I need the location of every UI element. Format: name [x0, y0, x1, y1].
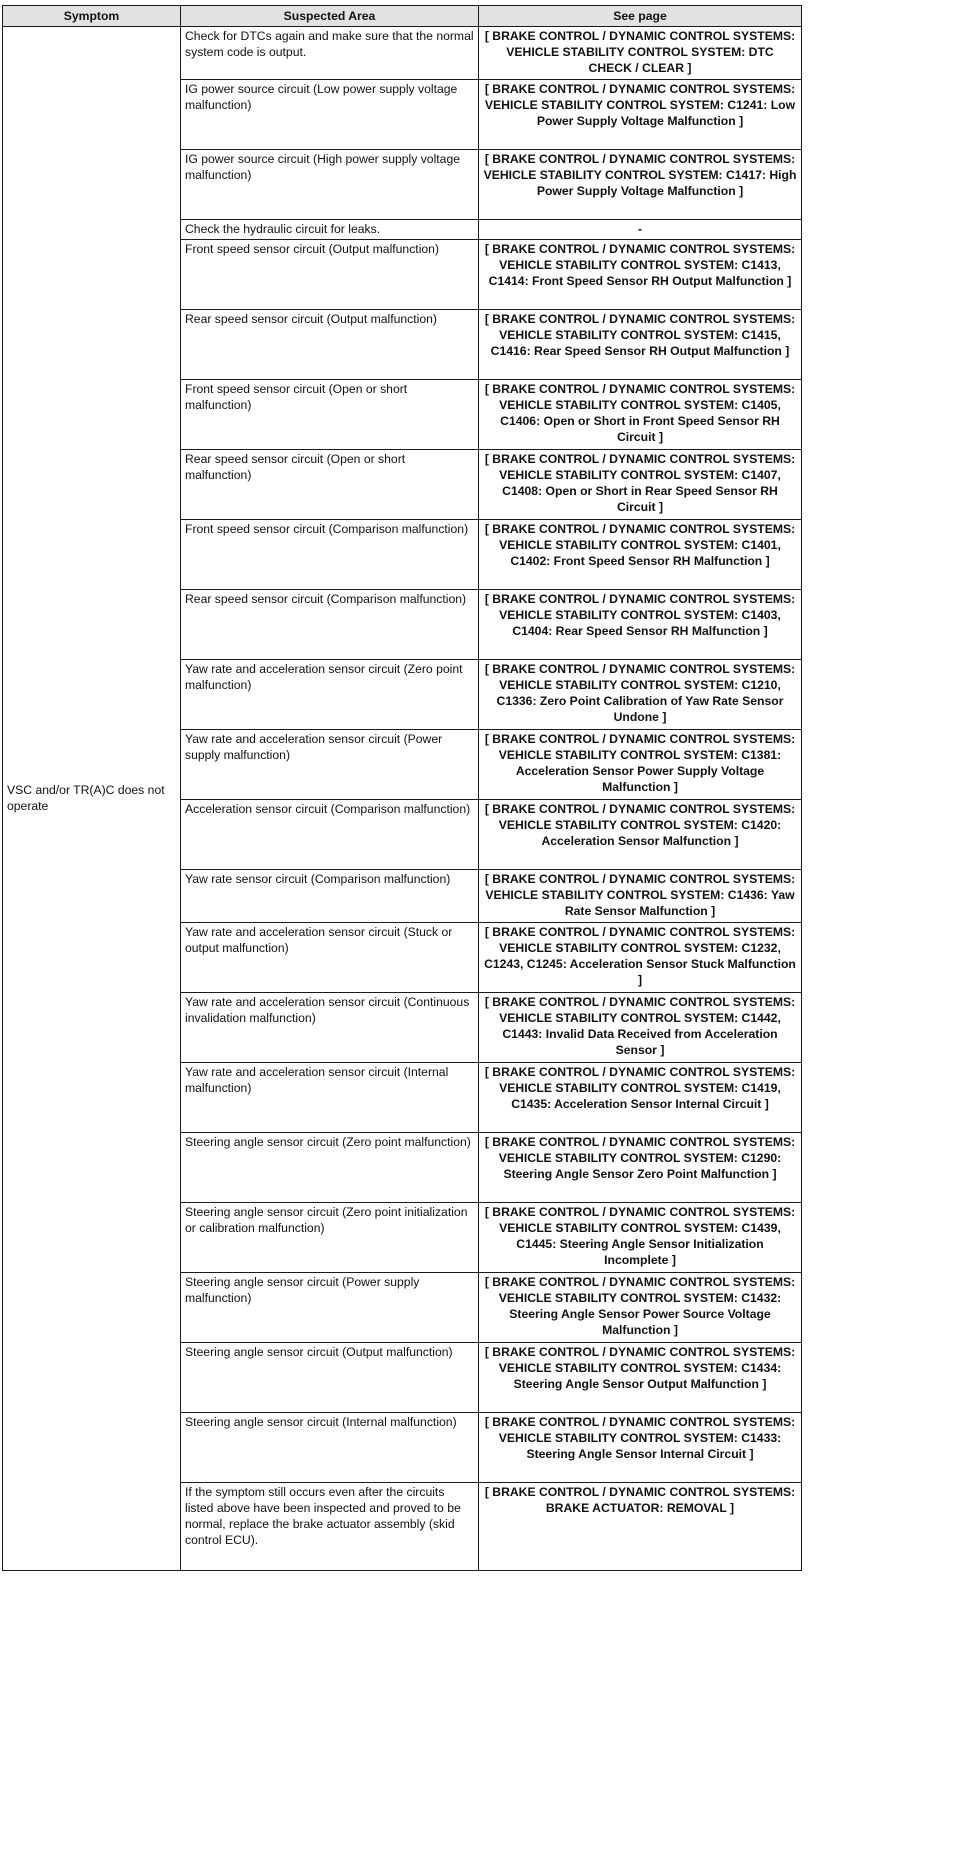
- suspected-area-cell: Steering angle sensor circuit (Zero point initialization or calibration malfunction): [181, 1203, 479, 1273]
- see-page-link[interactable]: [ BRAKE CONTROL / DYNAMIC CONTROL SYSTEMS: VEHICLE STABILITY CONTROL SYSTEM: C1413, C1414: Front Speed Sensor RH Output Malfunction ]: [479, 240, 802, 310]
- table-row: [3, 27, 802, 80]
- see-page-link[interactable]: [ BRAKE CONTROL / DYNAMIC CONTROL SYSTEMS: VEHICLE STABILITY CONTROL SYSTEM: C1419, C1435: Acceleration Sensor Internal Circuit ]: [479, 1063, 802, 1133]
- see-page-link[interactable]: [ BRAKE CONTROL / DYNAMIC CONTROL SYSTEMS: VEHICLE STABILITY CONTROL SYSTEM: C1407, C1408: Open or Short in Rear Speed Sensor RH Circuit ]: [479, 450, 802, 520]
- suspected-area-cell: Steering angle sensor circuit (Zero point malfunction): [181, 1133, 479, 1203]
- see-page-link[interactable]: [ BRAKE CONTROL / DYNAMIC CONTROL SYSTEMS: VEHICLE STABILITY CONTROL SYSTEM: C1381: Acceleration Sensor Power Supply Voltage Malfunction ]: [479, 730, 802, 800]
- see-page-link[interactable]: [ BRAKE CONTROL / DYNAMIC CONTROL SYSTEMS: VEHICLE STABILITY CONTROL SYSTEM: C1433: Steering Angle Sensor Internal Circuit ]: [479, 1413, 802, 1483]
- suspected-area-cell: Front speed sensor circuit (Open or short malfunction): [181, 380, 479, 450]
- suspected-area-cell: Yaw rate and acceleration sensor circuit (Power supply malfunction): [181, 730, 479, 800]
- diagnostic-table: [2, 5, 802, 1571]
- header-row: [3, 6, 802, 27]
- suspected-area-cell: Check the hydraulic circuit for leaks.: [181, 220, 479, 240]
- suspected-area-cell: If the symptom still occurs even after the circuits listed above have been inspected and proved to be normal, replace the brake actuator assembly (skid control ECU).: [181, 1483, 479, 1571]
- suspected-area-cell: Yaw rate and acceleration sensor circuit (Continuous invalidation malfunction): [181, 993, 479, 1063]
- header-see-page: See page: [479, 6, 802, 27]
- see-page-link[interactable]: [ BRAKE CONTROL / DYNAMIC CONTROL SYSTEMS: VEHICLE STABILITY CONTROL SYSTEM: C1436: Yaw Rate Sensor Malfunction ]: [479, 870, 802, 923]
- suspected-area-cell: Check for DTCs again and make sure that the normal system code is output.: [181, 27, 479, 80]
- suspected-area-cell: Acceleration sensor circuit (Comparison malfunction): [181, 800, 479, 870]
- suspected-area-cell: Yaw rate and acceleration sensor circuit (Internal malfunction): [181, 1063, 479, 1133]
- suspected-area-cell: Yaw rate and acceleration sensor circuit (Zero point malfunction): [181, 660, 479, 730]
- see-page-link[interactable]: [ BRAKE CONTROL / DYNAMIC CONTROL SYSTEMS: VEHICLE STABILITY CONTROL SYSTEM: C1420: Acceleration Sensor Malfunction ]: [479, 800, 802, 870]
- table-body: [3, 27, 802, 1571]
- see-page-link[interactable]: [ BRAKE CONTROL / DYNAMIC CONTROL SYSTEMS: VEHICLE STABILITY CONTROL SYSTEM: C1417: High Power Supply Voltage Malfunction ]: [479, 150, 802, 220]
- suspected-area-cell: Steering angle sensor circuit (Internal malfunction): [181, 1413, 479, 1483]
- symptom-cell: VSC and/or TR(A)C does not operate: [3, 27, 181, 1571]
- see-page-link[interactable]: [ BRAKE CONTROL / DYNAMIC CONTROL SYSTEMS: VEHICLE STABILITY CONTROL SYSTEM: C1290: Steering Angle Sensor Zero Point Malfunction ]: [479, 1133, 802, 1203]
- see-page-link[interactable]: [ BRAKE CONTROL / DYNAMIC CONTROL SYSTEMS: VEHICLE STABILITY CONTROL SYSTEM: C1405, C1406: Open or Short in Front Speed Sensor RH Circuit ]: [479, 380, 802, 450]
- suspected-area-cell: Front speed sensor circuit (Comparison malfunction): [181, 520, 479, 590]
- header-symptom: Symptom: [3, 6, 181, 27]
- see-page-link[interactable]: [ BRAKE CONTROL / DYNAMIC CONTROL SYSTEMS: VEHICLE STABILITY CONTROL SYSTEM: C1432: Steering Angle Sensor Power Source Voltage Malfunction ]: [479, 1273, 802, 1343]
- suspected-area-cell: Yaw rate sensor circuit (Comparison malfunction): [181, 870, 479, 923]
- see-page-link[interactable]: [ BRAKE CONTROL / DYNAMIC CONTROL SYSTEMS: VEHICLE STABILITY CONTROL SYSTEM: C1434: Steering Angle Sensor Output Malfunction ]: [479, 1343, 802, 1413]
- see-page-link[interactable]: [ BRAKE CONTROL / DYNAMIC CONTROL SYSTEMS: VEHICLE STABILITY CONTROL SYSTEM: C1442, C1443: Invalid Data Received from Acceleration Sensor ]: [479, 993, 802, 1063]
- suspected-area-cell: Rear speed sensor circuit (Open or short malfunction): [181, 450, 479, 520]
- suspected-area-cell: Rear speed sensor circuit (Comparison malfunction): [181, 590, 479, 660]
- see-page-link[interactable]: [ BRAKE CONTROL / DYNAMIC CONTROL SYSTEMS: VEHICLE STABILITY CONTROL SYSTEM: C1415, C1416: Rear Speed Sensor RH Output Malfunction ]: [479, 310, 802, 380]
- see-page-link[interactable]: [ BRAKE CONTROL / DYNAMIC CONTROL SYSTEMS: VEHICLE STABILITY CONTROL SYSTEM: C1401, C1402: Front Speed Sensor RH Malfunction ]: [479, 520, 802, 590]
- see-page-link[interactable]: -: [479, 220, 802, 240]
- see-page-link[interactable]: [ BRAKE CONTROL / DYNAMIC CONTROL SYSTEMS: VEHICLE STABILITY CONTROL SYSTEM: DTC CHECK / CLEAR ]: [479, 27, 802, 80]
- header-suspected-area: Suspected Area: [181, 6, 479, 27]
- see-page-link[interactable]: [ BRAKE CONTROL / DYNAMIC CONTROL SYSTEMS: VEHICLE STABILITY CONTROL SYSTEM: C1210, C1336: Zero Point Calibration of Yaw Rate Sensor Undone ]: [479, 660, 802, 730]
- suspected-area-cell: IG power source circuit (Low power supply voltage malfunction): [181, 80, 479, 150]
- suspected-area-cell: Yaw rate and acceleration sensor circuit (Stuck or output malfunction): [181, 923, 479, 993]
- see-page-link[interactable]: [ BRAKE CONTROL / DYNAMIC CONTROL SYSTEMS: VEHICLE STABILITY CONTROL SYSTEM: C1403, C1404: Rear Speed Sensor RH Malfunction ]: [479, 590, 802, 660]
- see-page-link[interactable]: [ BRAKE CONTROL / DYNAMIC CONTROL SYSTEMS: VEHICLE STABILITY CONTROL SYSTEM: C1439, C1445: Steering Angle Sensor Initialization Incomplete ]: [479, 1203, 802, 1273]
- suspected-area-cell: IG power source circuit (High power supply voltage malfunction): [181, 150, 479, 220]
- see-page-link[interactable]: [ BRAKE CONTROL / DYNAMIC CONTROL SYSTEMS: BRAKE ACTUATOR: REMOVAL ]: [479, 1483, 802, 1571]
- suspected-area-cell: Rear speed sensor circuit (Output malfunction): [181, 310, 479, 380]
- suspected-area-cell: Steering angle sensor circuit (Power supply malfunction): [181, 1273, 479, 1343]
- see-page-link[interactable]: [ BRAKE CONTROL / DYNAMIC CONTROL SYSTEMS: VEHICLE STABILITY CONTROL SYSTEM: C1241: Low Power Supply Voltage Malfunction ]: [479, 80, 802, 150]
- suspected-area-cell: Steering angle sensor circuit (Output malfunction): [181, 1343, 479, 1413]
- suspected-area-cell: Front speed sensor circuit (Output malfunction): [181, 240, 479, 310]
- see-page-link[interactable]: [ BRAKE CONTROL / DYNAMIC CONTROL SYSTEMS: VEHICLE STABILITY CONTROL SYSTEM: C1232, C1243, C1245: Acceleration Sensor Stuck Malfunction ]: [479, 923, 802, 993]
